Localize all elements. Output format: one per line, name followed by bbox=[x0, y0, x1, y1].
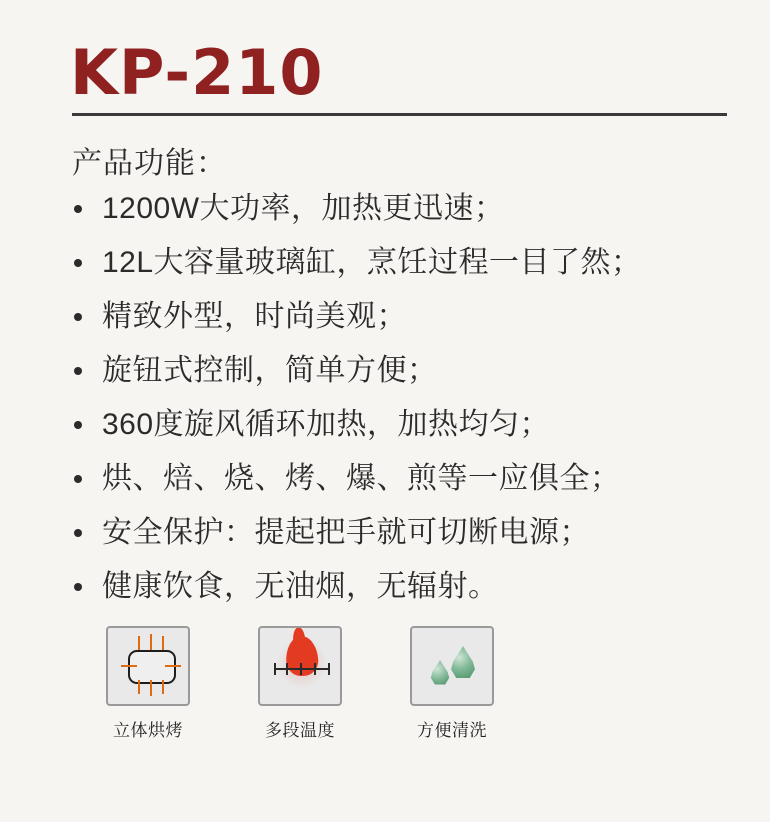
list-item bbox=[72, 356, 730, 386]
heat-ray bbox=[165, 665, 181, 667]
feature-text: 12L大容量玻璃缸，烹饪过程一目了然； bbox=[102, 246, 642, 280]
page-title: KP-210 bbox=[70, 36, 324, 109]
feature-icon-block bbox=[254, 626, 346, 741]
feature-text: 健康饮食，无油烟，无辐射。 bbox=[102, 570, 499, 604]
feature-text: 安全保护：提起把手就可切断电源； bbox=[102, 516, 590, 550]
icon-caption: 立体烘烤 bbox=[113, 721, 183, 741]
list-item bbox=[72, 248, 730, 278]
temperature-scale bbox=[274, 668, 330, 670]
bullet-icon bbox=[74, 475, 82, 483]
scale-tick bbox=[286, 663, 288, 675]
oven-chamber-shape bbox=[128, 650, 176, 684]
water-drop-shape bbox=[430, 660, 450, 686]
heat-ray bbox=[162, 680, 164, 694]
water-drop-shape bbox=[450, 646, 476, 680]
bullet-icon bbox=[74, 205, 82, 213]
feature-text: 旋钮式控制，简单方便； bbox=[102, 354, 438, 388]
scale-tick bbox=[314, 663, 316, 675]
bullet-icon bbox=[74, 259, 82, 267]
heat-ray bbox=[162, 636, 164, 650]
bullet-icon bbox=[74, 529, 82, 537]
feature-text: 360度旋风循环加热，加热均匀； bbox=[102, 408, 551, 442]
scale-tick bbox=[274, 663, 276, 675]
feature-text: 烘、焙、烧、烤、爆、煎等一应俱全； bbox=[102, 462, 621, 496]
heat-ray bbox=[150, 634, 152, 650]
section-heading: 产品功能： bbox=[72, 147, 227, 181]
feature-icon-row bbox=[40, 626, 730, 741]
feature-list bbox=[40, 194, 730, 602]
bullet-icon bbox=[74, 313, 82, 321]
list-item bbox=[72, 194, 730, 224]
list-item bbox=[72, 572, 730, 602]
list-item bbox=[72, 302, 730, 332]
bake-heating-icon bbox=[106, 626, 190, 706]
bullet-icon bbox=[74, 421, 82, 429]
scale-tick bbox=[328, 663, 330, 675]
icon-caption: 方便清洗 bbox=[417, 721, 487, 741]
heat-ray bbox=[138, 680, 140, 694]
heat-ray bbox=[121, 665, 137, 667]
heat-ray bbox=[138, 636, 140, 650]
feature-icon-block bbox=[406, 626, 498, 741]
bullet-icon bbox=[74, 583, 82, 591]
scale-tick bbox=[300, 663, 302, 675]
title-divider bbox=[72, 113, 727, 116]
feature-text: 精致外型，时尚美观； bbox=[102, 300, 407, 334]
bullet-icon bbox=[74, 367, 82, 375]
list-item bbox=[72, 464, 730, 494]
heat-ray bbox=[150, 680, 152, 696]
list-item bbox=[72, 518, 730, 548]
flame-temperature-icon bbox=[258, 626, 342, 706]
feature-text: 1200W大功率，加热更迅速； bbox=[102, 192, 505, 226]
list-item bbox=[72, 410, 730, 440]
icon-caption: 多段温度 bbox=[265, 721, 335, 741]
water-drops-icon bbox=[410, 626, 494, 706]
feature-icon-block bbox=[102, 626, 194, 741]
